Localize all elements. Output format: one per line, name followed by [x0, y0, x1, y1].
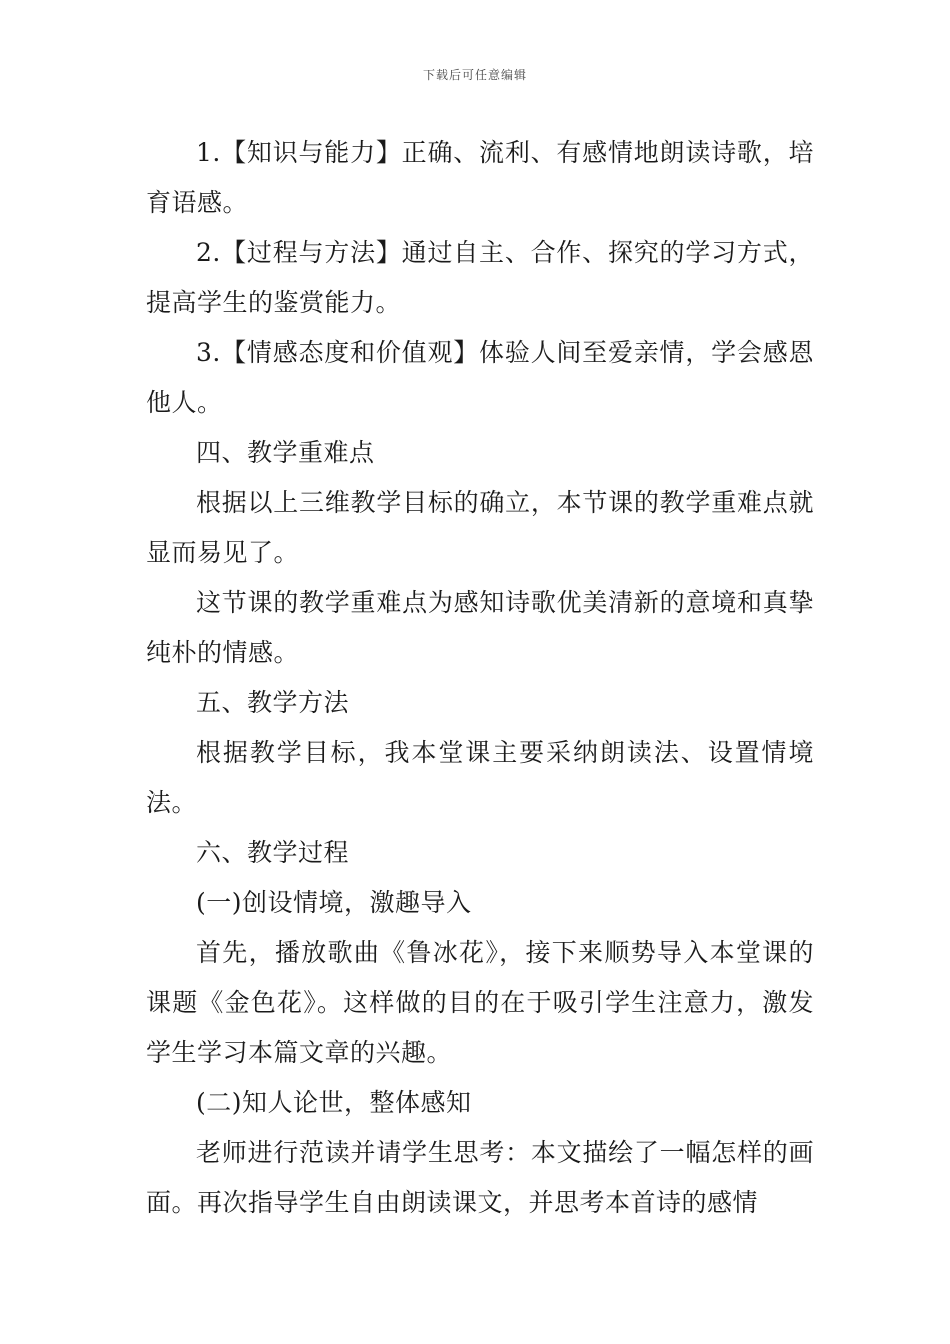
section-heading-key-points: 四、教学重难点	[196, 438, 375, 467]
subheading-perception: (二)知人论世，整体感知	[196, 1088, 472, 1117]
objective-emotion: 3.【情感态度和价值观】体验人间至爱亲情，学会感恩他人。	[146, 338, 814, 417]
page-header: 下载后可任意编辑	[422, 68, 527, 82]
section-heading-process: 六、教学过程	[196, 838, 350, 867]
methods-paragraph: 根据教学目标，我本堂课主要采纳朗读法、设置情境法。	[146, 738, 814, 817]
subheading-intro: (一)创设情境，激趣导入	[196, 888, 472, 917]
objective-process: 2.【过程与方法】通过自主、合作、探究的学习方式，提高学生的鉴赏能力。	[146, 238, 814, 317]
perception-paragraph: 老师进行范读并请学生思考：本文描绘了一幅怎样的画面。再次指导学生自由朗读课文，并思考本首诗的感情	[146, 1138, 814, 1217]
objective-knowledge: 1.【知识与能力】正确、流利、有感情地朗读诗歌，培育语感。	[146, 138, 814, 217]
key-points-paragraph-2: 这节课的教学重难点为感知诗歌优美清新的意境和真挚纯朴的情感。	[146, 588, 814, 667]
intro-paragraph: 首先，播放歌曲《鲁冰花》，接下来顺势导入本堂课的课题《金色花》。这样做的目的在于吸引学生注意力，激发学生学习本篇文章的兴趣。	[146, 938, 814, 1067]
key-points-paragraph-1: 根据以上三维教学目标的确立，本节课的教学重难点就显而易见了。	[146, 488, 814, 567]
document-body	[146, 128, 814, 1228]
section-heading-methods: 五、教学方法	[196, 688, 350, 717]
